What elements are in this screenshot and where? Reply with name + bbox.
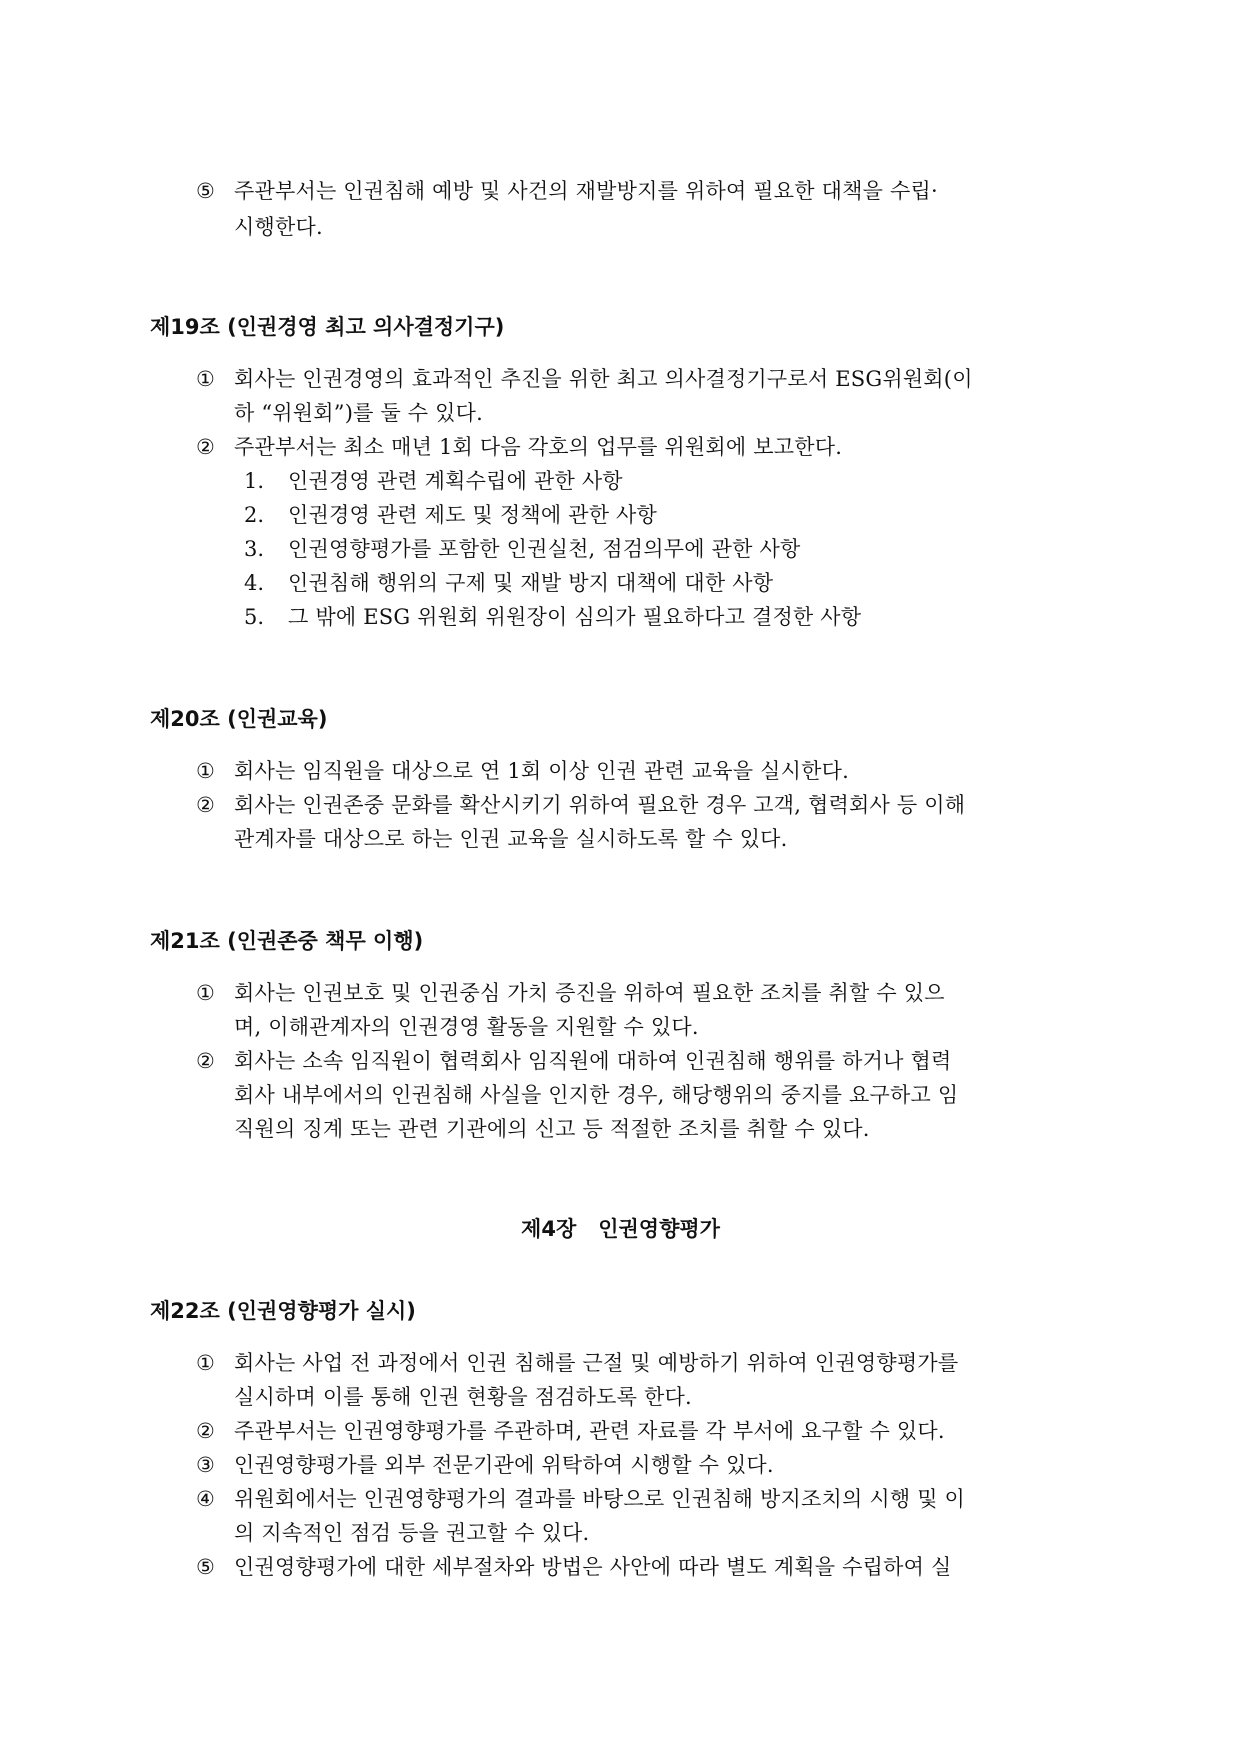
- subitem-number: 3.: [244, 537, 265, 561]
- subitem-text: 그 밖에 ESG 위원회 위원장이 심의가 필요하다고 결정한 사항: [288, 605, 862, 629]
- chapter-heading: [0, 1214, 1241, 1244]
- item-mark: ②: [196, 435, 215, 459]
- item-text-line: 하 “위원회”)를 둘 수 있다.: [234, 401, 484, 425]
- item-mark: ③: [196, 1453, 215, 1477]
- item-text-line: 회사는 인권존중 문화를 확산시키기 위하여 필요한 경우 고객, 협력회사 등 이해: [234, 793, 966, 817]
- item-text-line: 며, 이해관계자의 인권경영 활동을 지원할 수 있다.: [234, 1015, 699, 1039]
- item-mark: ①: [196, 981, 215, 1005]
- subitem-text: 인권경영 관련 제도 및 정책에 관한 사항: [288, 503, 658, 527]
- item-mark: ①: [196, 367, 215, 391]
- chapter-title: 인권영향평가: [598, 1217, 720, 1241]
- subitem-text: 인권침해 행위의 구제 및 재발 방지 대책에 대한 사항: [288, 571, 774, 595]
- article-heading: 제19조 (인권경영 최고 의사결정기구): [150, 315, 505, 339]
- subitem-number: 5.: [244, 605, 265, 629]
- item-text-line: 회사는 사업 전 과정에서 인권 침해를 근절 및 예방하기 위하여 인권영향평가를: [234, 1351, 959, 1375]
- subitem-text: 인권영향평가를 포함한 인권실천, 점검의무에 관한 사항: [288, 537, 801, 561]
- item-text-line: 직원의 징계 또는 관련 기관에의 신고 등 적절한 조치를 취할 수 있다.: [234, 1117, 870, 1141]
- chapter-number: 제4장: [521, 1217, 577, 1241]
- item-text-line: 주관부서는 인권영향평가를 주관하며, 관련 자료를 각 부서에 요구할 수 있다.: [234, 1419, 945, 1443]
- item-text-line: 인권영향평가에 대한 세부절차와 방법은 사안에 따라 별도 계획을 수립하여 실: [234, 1555, 952, 1579]
- item-mark: ④: [196, 1487, 215, 1511]
- item-text-line: 관계자를 대상으로 하는 인권 교육을 실시하도록 할 수 있다.: [234, 827, 788, 851]
- item-mark: ⑤: [196, 179, 215, 203]
- item-text-line: 회사는 소속 임직원이 협력회사 임직원에 대하여 인권침해 행위를 하거나 협력: [234, 1049, 952, 1073]
- item-mark: ②: [196, 793, 215, 817]
- article-heading: 제21조 (인권존중 책무 이행): [150, 929, 424, 953]
- item-text-line: 회사는 인권보호 및 인권중심 가치 증진을 위하여 필요한 조치를 취할 수 있으: [234, 981, 945, 1005]
- item-text-line: 주관부서는 인권침해 예방 및 사건의 재발방지를 위하여 필요한 대책을 수립·: [234, 179, 938, 203]
- article-heading: 제22조 (인권영향평가 실시): [150, 1299, 416, 1323]
- item-text-line: 실시하며 이를 통해 인권 현황을 점검하도록 한다.: [234, 1385, 692, 1409]
- subitem-number: 1.: [244, 469, 265, 493]
- item-text-line: 회사는 임직원을 대상으로 연 1회 이상 인권 관련 교육을 실시한다.: [234, 759, 849, 783]
- item-text-line: 시행한다.: [234, 215, 323, 239]
- item-mark: ⑤: [196, 1555, 215, 1579]
- item-mark: ①: [196, 1351, 215, 1375]
- article-heading: 제20조 (인권교육): [150, 707, 328, 731]
- subitem-number: 4.: [244, 571, 265, 595]
- subitem-number: 2.: [244, 503, 265, 527]
- item-mark: ②: [196, 1419, 215, 1443]
- item-text-line: 위원회에서는 인권영향평가의 결과를 바탕으로 인권침해 방지조치의 시행 및 이: [234, 1487, 966, 1511]
- item-text-line: 회사는 인권경영의 효과적인 추진을 위한 최고 의사결정기구로서 ESG위원회(이: [234, 367, 973, 391]
- item-text-line: 인권영향평가를 외부 전문기관에 위탁하여 시행할 수 있다.: [234, 1453, 774, 1477]
- item-mark: ①: [196, 759, 215, 783]
- item-text-line: 회사 내부에서의 인권침해 사실을 인지한 경우, 해당행위의 중지를 요구하고 임: [234, 1083, 959, 1107]
- item-mark: ②: [196, 1049, 215, 1073]
- item-text-line: 의 지속적인 점검 등을 권고할 수 있다.: [234, 1521, 590, 1545]
- item-text-line: 주관부서는 최소 매년 1회 다음 각호의 업무를 위원회에 보고한다.: [234, 435, 843, 459]
- subitem-text: 인권경영 관련 계획수립에 관한 사항: [288, 469, 623, 493]
